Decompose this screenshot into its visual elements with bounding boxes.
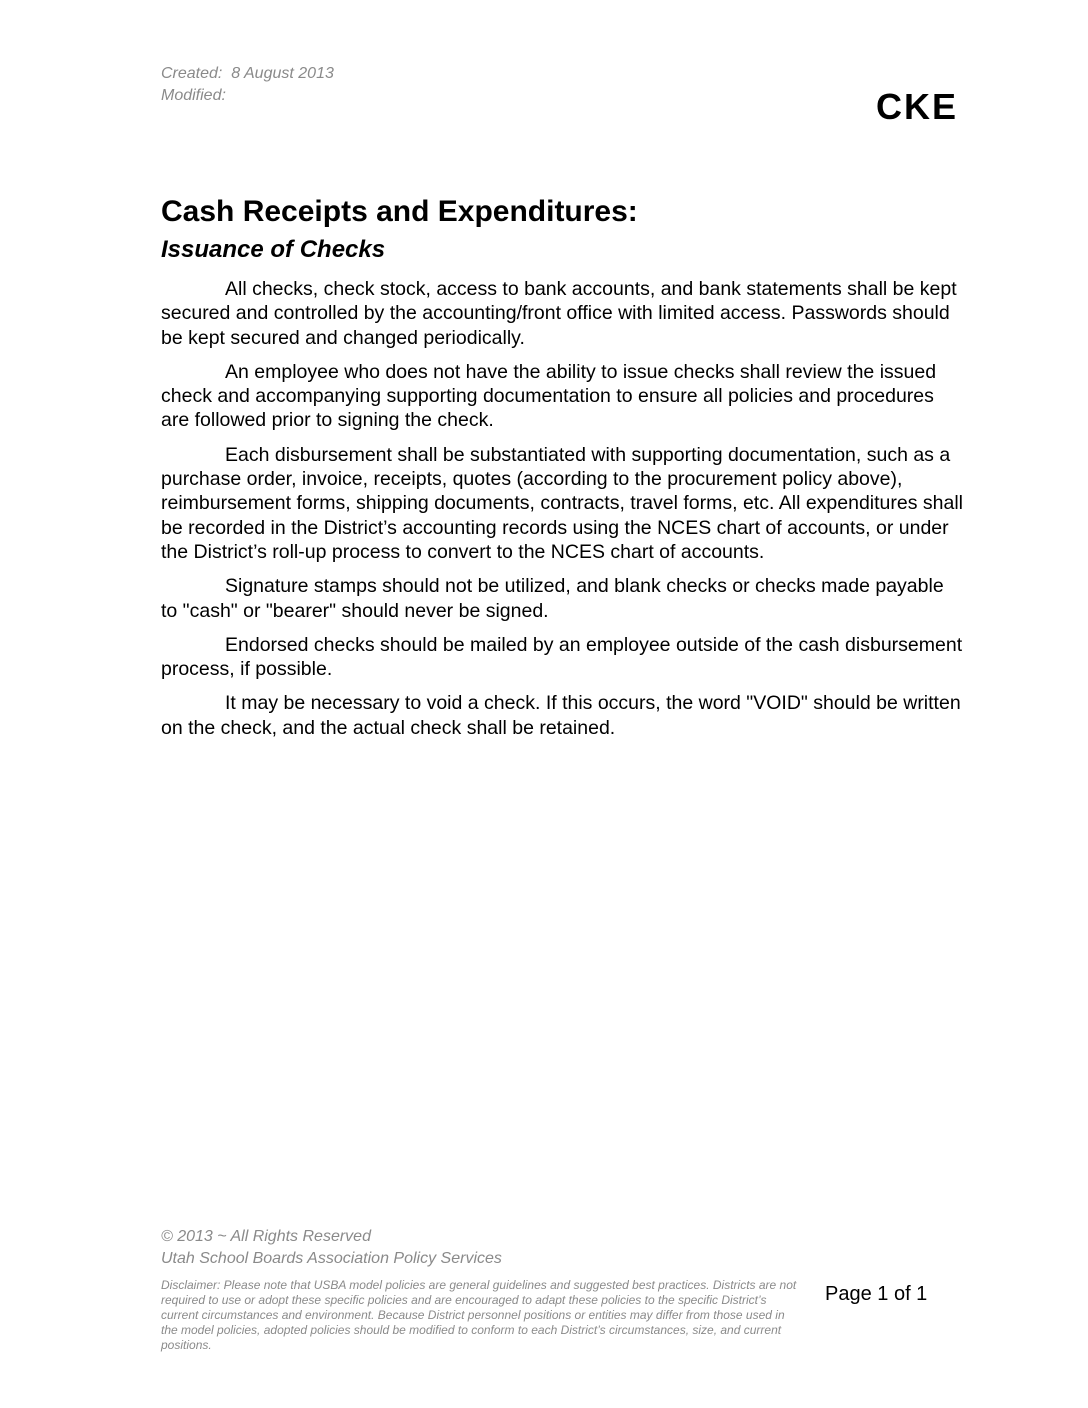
created-date: Created: 8 August 2013 [161, 65, 334, 82]
paragraph: All checks, check stock, access to bank accounts, and bank statements shall be kept secured and controlled by the accounting/front office with limited access. Passwords should be kept secured and changed periodically. [161, 278, 957, 349]
disclaimer: Disclaimer: Please note that USBA model policies are general guidelines and suggested best practices. Districts are not required to use or adopt these specific policies and are encouraged to adapt these policies to the specific District’s current circumstances and environment. Because District personnel positions or entities may differ from those used in the model policies, adopted policies should be modified to conform to each District’s circumstances, size, and current positions. [161, 1278, 797, 1352]
organization-name: Utah School Boards Association Policy Services [161, 1250, 502, 1267]
paragraph: Endorsed checks should be mailed by an employee outside of the cash disbursement process, if possible. [161, 633, 963, 681]
modified-date: Modified: [161, 87, 226, 104]
policy-body [161, 277, 963, 750]
paragraph: Each disbursement shall be substantiated with supporting documentation, such as a purchase order, invoice, receipts, quotes (according to the procurement policy above), reimbursement forms, shipping documents, contracts, travel forms, etc. All expenditures shall be recorded in the District’s accounting records using the NCES chart of accounts, or under the District’s roll-up process to convert to the NCES chart of accounts. [161, 443, 964, 563]
paragraph: An employee who does not have the ability to issue checks shall review the issued check and accompanying supporting documentation to ensure all policies and procedures are followed prior to signing the check. [161, 360, 937, 432]
copyright-block [161, 1226, 502, 1270]
page-subtitle: Issuance of Checks [161, 236, 386, 263]
copyright-notice: © 2013 ~ All Rights Reserved [161, 1228, 371, 1245]
document-metadata [161, 63, 334, 107]
paragraph: Signature stamps should not be utilized, and blank checks or checks made payable to "cash" or "bearer" should never be signed. [161, 575, 944, 622]
page-number: Page 1 of 1 [825, 1283, 928, 1305]
paragraph: It may be necessary to void a check. If this occurs, the word "VOID" should be written on the check, and the actual check shall be retained. [161, 692, 961, 739]
page-title: Cash Receipts and Expenditures: [161, 195, 638, 228]
policy-code: CKE [875, 86, 958, 127]
